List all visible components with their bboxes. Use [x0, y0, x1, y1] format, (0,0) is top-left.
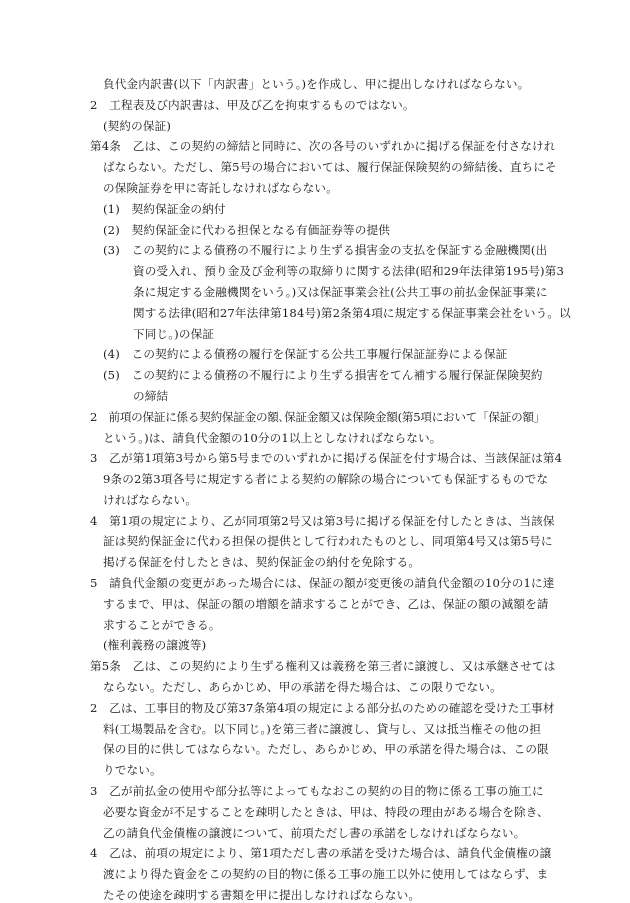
text-line: 料(工場製品を含む。以下同じ。)を第三者に譲渡し、貸与し、又は抵当権その他の担 — [103, 722, 542, 736]
text-line: 下同じ。)の保証 — [133, 327, 215, 341]
article-heading-line: 第5条 乙は、この契約により生ずる権利又は義務を第三者に譲渡し、又は承継させては — [90, 659, 556, 673]
text-line: 求することができる。 — [103, 618, 221, 632]
list-item: (1) 契約保証金の納付 — [103, 202, 226, 216]
text-line: 掲げる保証を付したときは、契約保証金の納付を免除する。 — [103, 555, 421, 569]
text-line: という。)は、請負代金額の10分の1以上としなければならない。 — [103, 431, 442, 445]
text-line: ければならない。 — [103, 493, 197, 507]
text-line: 3 乙が前払金の使用や部分払等によってもなおこの契約の目的物に係る工事の施工に — [90, 784, 544, 798]
text-line: の締結 — [133, 389, 169, 403]
text-line: 4 乙は、前項の規定により、第1項ただし書の承諾を受けた場合は、請負代金債権の譲 — [90, 846, 552, 860]
text-line: 2 乙は、工事目的物及び第37条第4項の規定による部分払のための確認を受けた工事材 — [90, 701, 555, 715]
text-line: 2 前項の保証に係る契約保証金の額､保証金額又は保険金額(第5項において「保証の額」 — [90, 410, 546, 424]
list-item: (4) この契約による債務の履行を保証する公共工事履行保証証券による保証 — [103, 347, 508, 361]
section-heading: (契約の保証) — [103, 119, 172, 133]
text-line: の保険証券を甲に寄託しなければならない。 — [103, 181, 338, 195]
section-heading: (権利義務の譲渡等) — [103, 638, 207, 652]
text-line: たその使途を疎明する書類を甲に提出しなければならない。 — [103, 888, 421, 902]
text-line: 関する法律(昭和27年法律第184号)第2条第4項に規定する保証事業会社をいう。以 — [133, 306, 571, 320]
text-line: 条に規定する金融機関をいう。)又は保証事業会社(公共工事の前払金保証事業に — [133, 285, 548, 299]
list-item: (2) 契約保証金に代わる担保となる有価証券等の提供 — [103, 223, 390, 237]
list-item: (5) この契約による債務の不履行により生ずる損害をてん補する履行保証保険契約 — [103, 368, 543, 382]
text-line: 2 工程表及び内訳書は、甲及び乙を拘束するものではない。 — [90, 98, 415, 112]
text-line: ならない。ただし、あらかじめ、甲の承諾を得た場合は、この限りでない。 — [103, 680, 502, 694]
text-line: 必要な資金が不足することを疎明したときは、甲は、特段の理由がある場合を除き、 — [103, 805, 549, 819]
article-heading-line: 第4条 乙は、この契約の締結と同時に、次の各号のいずれかに掲げる保証を付さなけれ — [90, 139, 556, 153]
text-line: ばならない。ただし、第5号の場合においては、履行保証保険契約の締結後、直ちにそ — [103, 160, 557, 174]
text-line: 9条の2第3項各号に規定する者による契約の解除の場合についても保証するものでな — [103, 472, 549, 486]
text-line: 資の受入れ、預り金及び金利等の取締りに関する法律(昭和29年法律第195号)第3 — [133, 264, 565, 278]
text-line: 保の目的に供してはならない。ただし、あらかじめ、甲の承諾を得た場合は、この限 — [103, 742, 549, 756]
list-item: (3) この契約による債務の不履行により生ずる損害金の支払を保証する金融機関(出 — [103, 243, 548, 257]
text-line: 5 請負代金額の変更があった場合には、保証の額が変更後の請負代金額の10分の1に達 — [90, 576, 555, 590]
text-line: 乙の請負代金債権の譲渡について、前項ただし書の承諾をしなければならない。 — [103, 826, 526, 840]
text-line: りでない。 — [103, 763, 162, 777]
text-line: 3 乙が第1項第3号から第5号までのいずれかに掲げる保証を付す場合は、当該保証は第4 — [90, 451, 563, 465]
text-line: するまで、甲は、保証の額の増額を請求することができ、乙は、保証の額の減額を請 — [103, 597, 549, 611]
text-line: 渡により得た資金をこの契約の目的物に係る工事の施工以外に使用してはならず、ま — [103, 867, 549, 881]
text-line: 負代金内訳書(以下「内訳書」という。)を作成し、甲に提出しなければならない。 — [103, 77, 530, 91]
text-line: 証は契約保証金に代わる担保の提供として行われたものとし、同項第4号又は第5号に — [103, 534, 553, 548]
text-line: 4 第1項の規定により、乙が同項第2号又は第3号に掲げる保証を付したときは、当該保 — [90, 514, 555, 528]
